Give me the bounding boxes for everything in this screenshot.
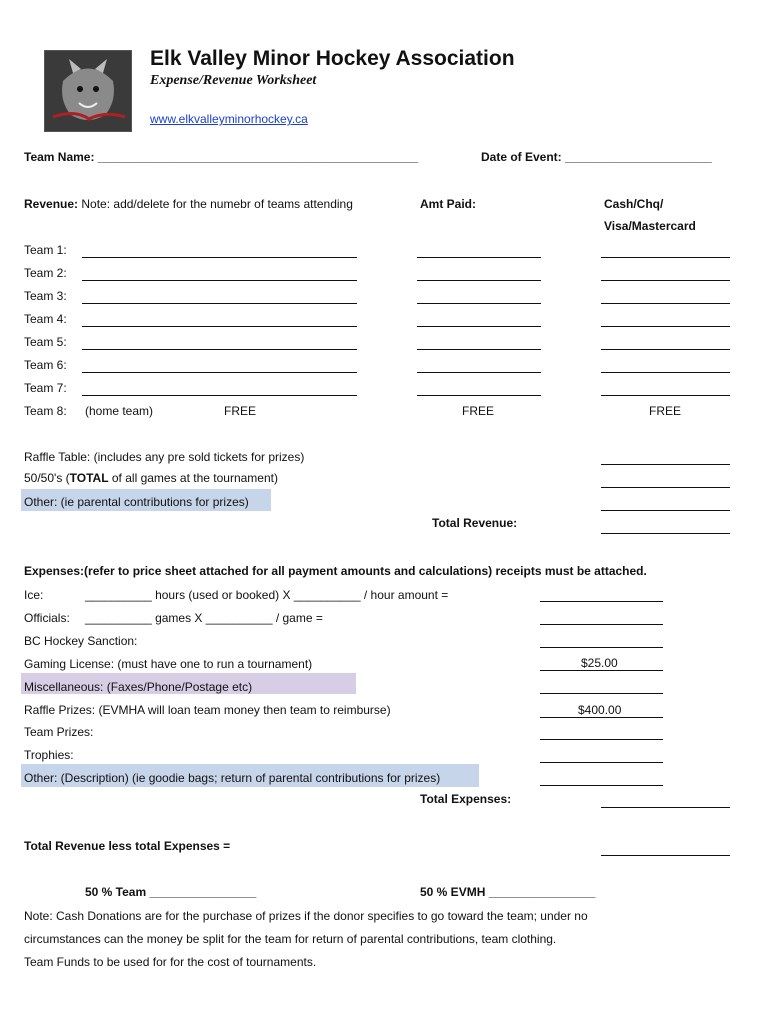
- total-expenses-field[interactable]: [601, 807, 730, 808]
- revenue-note: Note: add/delete for the numebr of teams attending: [81, 197, 353, 211]
- total-revenue-field[interactable]: [601, 533, 730, 534]
- officials-calculation[interactable]: __________ games X __________ / game =: [85, 611, 323, 625]
- team-5-method-field[interactable]: [601, 349, 730, 350]
- raffle-table-field[interactable]: [601, 464, 730, 465]
- team-1-amount-field[interactable]: [417, 257, 541, 258]
- note-line-3: Team Funds to be used for for the cost of tournaments.: [24, 955, 317, 969]
- team-3-amount-field[interactable]: [417, 303, 541, 304]
- net-total-field[interactable]: [601, 855, 730, 856]
- total-revenue-label: Total Revenue:: [432, 516, 518, 530]
- revenue-header: [24, 197, 353, 211]
- team-3-name-field[interactable]: [82, 303, 357, 304]
- sanction-amount-field[interactable]: [540, 647, 663, 648]
- miscellaneous-label: Miscellaneous: (Faxes/Phone/Postage etc): [24, 680, 253, 694]
- net-total-label: Total Revenue less total Expenses =: [24, 839, 231, 853]
- revenue-label: Revenue:: [24, 197, 79, 211]
- team-6-amount-field[interactable]: [417, 372, 541, 373]
- team-7-name-field[interactable]: [82, 395, 357, 396]
- team-4-label: Team 4:: [24, 312, 67, 326]
- team-6-name-field[interactable]: [82, 372, 357, 373]
- team-2-name-field[interactable]: [82, 280, 357, 281]
- raffle-table-label: Raffle Table: (includes any pre sold tickets for prizes): [24, 450, 305, 464]
- team-3-method-field[interactable]: [601, 303, 730, 304]
- fifty-fifty-label: [24, 471, 278, 485]
- trophies-label: Trophies:: [24, 748, 74, 762]
- team-2-amount-field[interactable]: [417, 280, 541, 281]
- team-3-label: Team 3:: [24, 289, 67, 303]
- website-link[interactable]: www.elkvalleyminorhockey.ca: [150, 112, 308, 126]
- team-1-method-field[interactable]: [601, 257, 730, 258]
- payment-method-header-line2: Visa/Mastercard: [604, 219, 696, 233]
- team-2-label: Team 2:: [24, 266, 67, 280]
- gaming-license-amount: $25.00: [581, 656, 618, 670]
- page-subtitle: Expense/Revenue Worksheet: [150, 73, 317, 88]
- team-8-free-amount: FREE: [462, 404, 495, 418]
- association-logo: [44, 50, 132, 132]
- team-4-amount-field[interactable]: [417, 326, 541, 327]
- page-title: Elk Valley Minor Hockey Association: [150, 47, 515, 70]
- gaming-license-field[interactable]: [540, 670, 663, 671]
- gaming-license-label: Gaming License: (must have one to run a tournament): [24, 657, 313, 671]
- team-7-label: Team 7:: [24, 381, 67, 395]
- officials-amount-field[interactable]: [540, 624, 663, 625]
- team-4-name-field[interactable]: [82, 326, 357, 327]
- split-team-field[interactable]: 50 % Team ________________: [85, 885, 257, 899]
- note-line-1: Note: Cash Donations are for the purchase of prizes if the donor specifies to go toward the team; under no: [24, 909, 588, 923]
- miscellaneous-amount-field[interactable]: [540, 693, 663, 694]
- fifty-fifty-field[interactable]: [601, 487, 730, 488]
- team-1-label: Team 1:: [24, 243, 67, 257]
- ice-amount-field[interactable]: [540, 601, 663, 602]
- team-4-method-field[interactable]: [601, 326, 730, 327]
- team-1-name-field[interactable]: [82, 257, 357, 258]
- team-name-field[interactable]: Team Name: ________________________________________________: [24, 150, 419, 164]
- team-2-method-field[interactable]: [601, 280, 730, 281]
- note-line-2: circumstances can the money be split for the team for return of parental contributions, team clothing.: [24, 932, 557, 946]
- fifty-fifty-bold: TOTAL: [69, 471, 109, 485]
- trophies-field[interactable]: [540, 762, 663, 763]
- team-6-method-field[interactable]: [601, 372, 730, 373]
- other-revenue-label: Other: (ie parental contributions for prizes): [24, 495, 249, 509]
- wolf-logo-icon: [45, 51, 131, 131]
- team-7-method-field[interactable]: [601, 395, 730, 396]
- other-expenses-field[interactable]: [540, 785, 663, 786]
- amt-paid-header: Amt Paid:: [420, 197, 477, 211]
- raffle-prizes-amount: $400.00: [578, 703, 622, 717]
- team-5-label: Team 5:: [24, 335, 67, 349]
- ice-label: Ice:: [24, 588, 44, 602]
- raffle-prizes-label: Raffle Prizes: (EVMHA will loan team money then team to reimburse): [24, 703, 391, 717]
- team-8-label: Team 8:: [24, 404, 67, 418]
- team-8-free-name: FREE: [224, 404, 257, 418]
- split-evmh-field[interactable]: 50 % EVMH ________________: [420, 885, 596, 899]
- team-7-amount-field[interactable]: [417, 395, 541, 396]
- date-of-event-field[interactable]: Date of Event: ______________________: [481, 150, 712, 164]
- team-6-label: Team 6:: [24, 358, 67, 372]
- bc-hockey-sanction-label: BC Hockey Sanction:: [24, 634, 138, 648]
- team-8-note: (home team): [85, 404, 154, 418]
- team-5-name-field[interactable]: [82, 349, 357, 350]
- payment-method-header-line1: Cash/Chq/: [604, 197, 664, 211]
- ice-calculation[interactable]: __________ hours (used or booked) X __________ / hour amount =: [85, 588, 449, 602]
- total-expenses-label: Total Expenses:: [420, 792, 512, 806]
- fifty-fifty-prefix: 50/50's (: [24, 471, 70, 485]
- raffle-prizes-field[interactable]: [540, 717, 663, 718]
- team-prizes-field[interactable]: [540, 739, 663, 740]
- fifty-fifty-suffix: of all games at the tournament): [108, 471, 278, 485]
- other-revenue-field[interactable]: [601, 510, 730, 511]
- expenses-heading: Expenses:(refer to price sheet attached for all payment amounts and calculations) receipts must be attached.: [24, 564, 647, 578]
- team-5-amount-field[interactable]: [417, 349, 541, 350]
- other-expenses-label: Other: (Description) (ie goodie bags; return of parental contributions for prizes): [24, 771, 441, 785]
- team-prizes-label: Team Prizes:: [24, 725, 94, 739]
- officials-label: Officials:: [24, 611, 70, 625]
- team-8-free-method: FREE: [649, 404, 682, 418]
